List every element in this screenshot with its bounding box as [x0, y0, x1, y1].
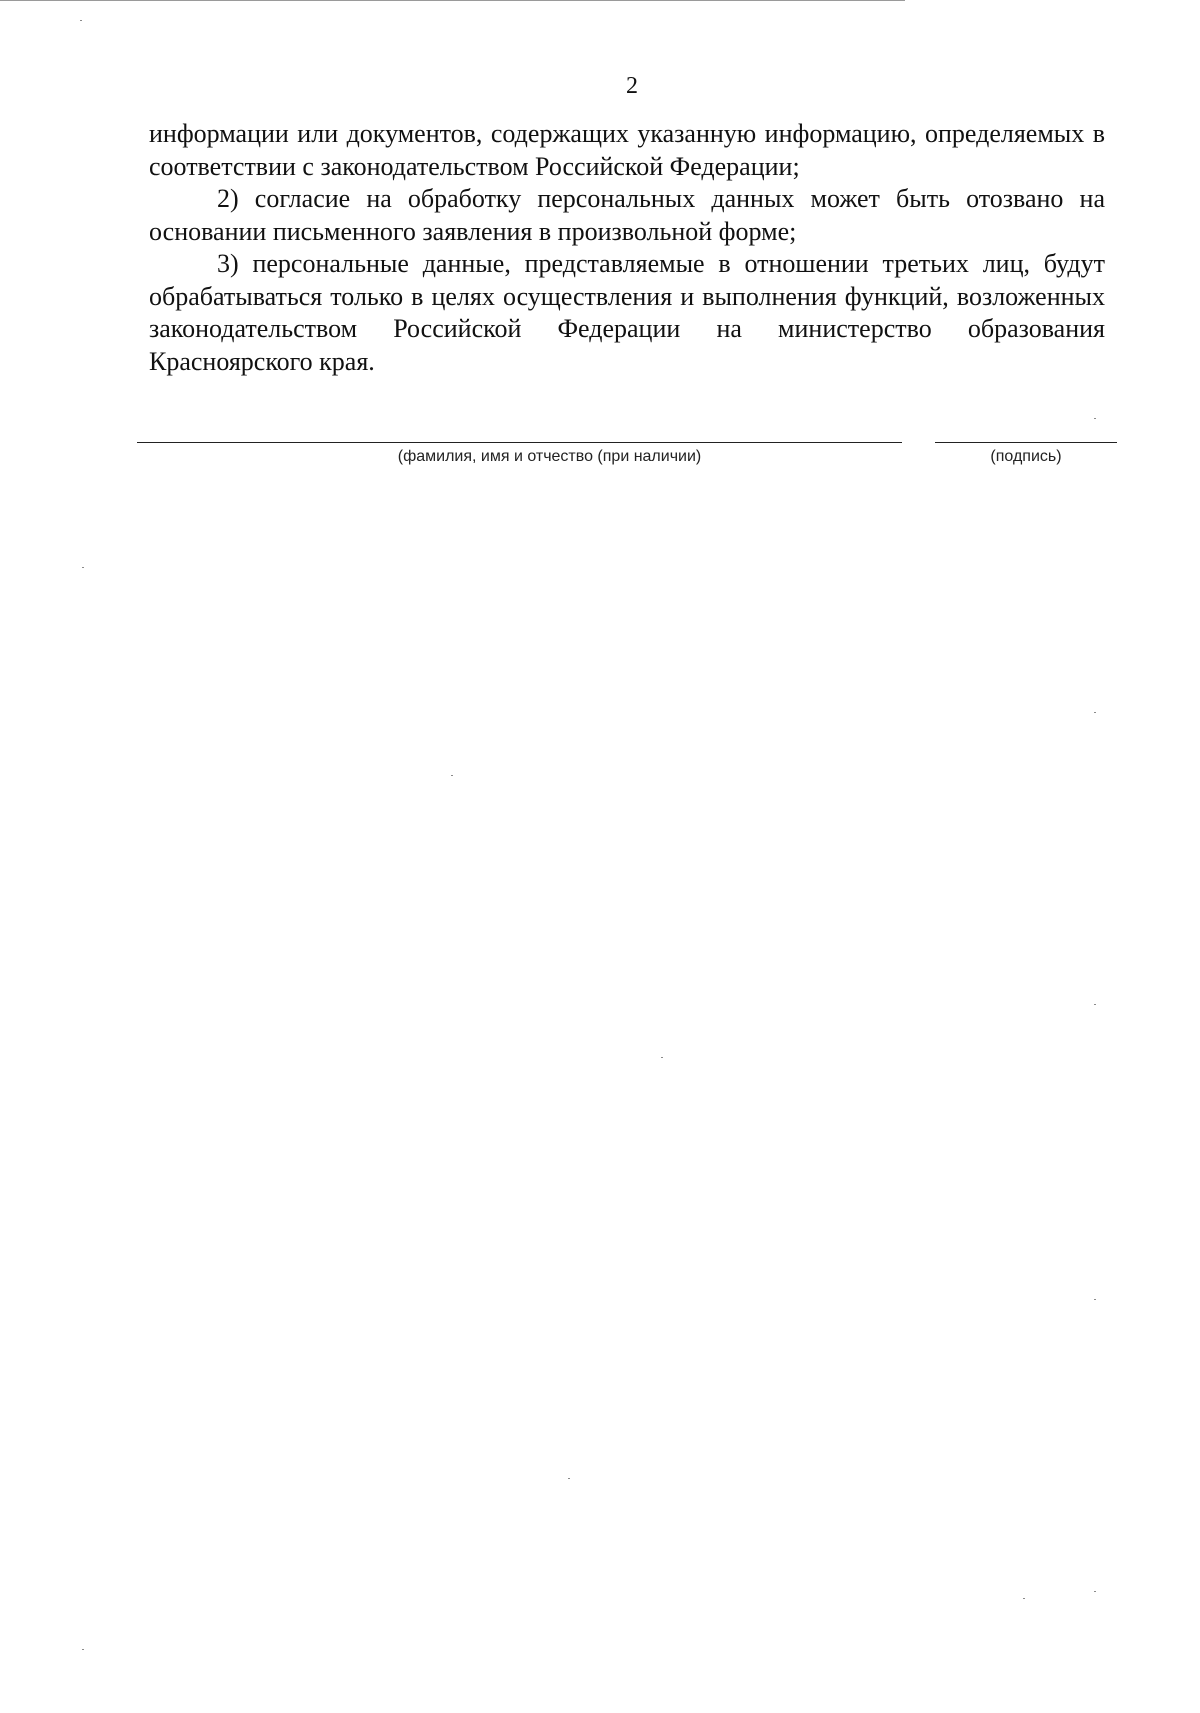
name-signature-line: [137, 442, 902, 443]
scan-speck: [80, 20, 82, 21]
name-caption: (фамилия, имя и отчество (при наличии): [397, 448, 702, 465]
scan-edge-line: [0, 0, 905, 1]
scan-speck: [451, 775, 453, 776]
signature-line: [935, 442, 1117, 443]
scan-speck: [82, 1649, 84, 1650]
scan-speck: [568, 1478, 570, 1479]
paragraph-continuation: информации или документов, содержащих указанную информацию, определяемых в соответствии с законодательством Российской Федерации;: [149, 119, 1105, 181]
sign-caption: (подпись): [990, 448, 1062, 465]
scan-speck: [1094, 712, 1096, 713]
scan-speck: [661, 1057, 663, 1058]
scan-speck: [82, 567, 84, 568]
page-number: 2: [626, 73, 638, 99]
body-text: [149, 118, 1105, 378]
scan-speck: [1094, 418, 1096, 419]
paragraph-item-2: 2) согласие на обработку персональных данных может быть отозвано на основании письменного заявления в произвольной форме;: [149, 184, 1105, 246]
paragraph-item-3: 3) персональные данные, представляемые в отношении третьих лиц, будут обрабатываться только в целях осуществления и выполнения функций, возложенных законодательством Российской Федерации на министерство образования Красноярского края.: [149, 249, 1105, 376]
scan-speck: [1094, 1004, 1096, 1005]
scan-speck: [1094, 1299, 1096, 1300]
scan-speck: [1023, 1598, 1025, 1599]
scan-speck: [1094, 1591, 1096, 1592]
